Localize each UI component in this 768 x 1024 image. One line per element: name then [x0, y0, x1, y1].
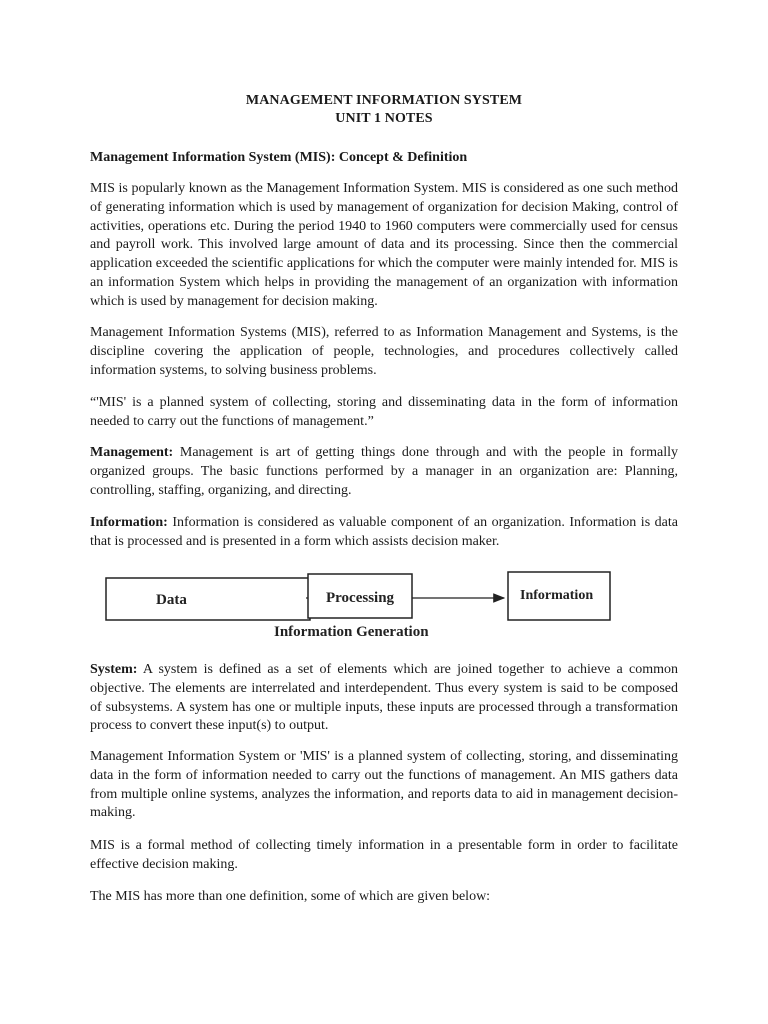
paragraph-mis-definition: Management Information System or 'MIS' is a planned system of collecting, storing, and disseminating data in the form of information needed to carry out the functions of management. An MIS gathers data from multiple online systems, analyzes the information, and reports data to aid in management decision-making.	[90, 749, 678, 821]
paragraph-mis-formal-method: MIS is a formal method of collecting timely information in a presentable form in order to facilitate effective decision making.	[90, 838, 678, 872]
diagram-label-information: Information	[520, 588, 594, 603]
paragraph-mis-discipline: Management Information Systems (MIS), referred to as Information Management and Systems, is the discipline covering the application of people, technologies, and procedures collectively called information systems, to solving business problems.	[90, 325, 678, 378]
diagram-label-processing: Processing	[326, 590, 395, 606]
term-system: System:	[90, 662, 138, 677]
paragraph-information	[90, 514, 678, 552]
diagram-box-data	[106, 578, 310, 620]
definition-system: A system is defined as a set of elements which are joined together to achieve a common objective. The elements are interrelated and interdependent. Thus every system is said to be composed of subsystems. A system has one or multiple inputs, these inputs are processed through a transformation process to convert these input(s) to output.	[90, 662, 678, 734]
section-heading: Management Information System (MIS): Concept & Definition	[90, 150, 468, 165]
term-information: Information:	[90, 515, 168, 530]
definition-information: Information is considered as valuable component of an organization. Information is data that is processed and is presented in a form which assists decision maker.	[90, 515, 678, 549]
paragraph-mis-definitions-intro: The MIS has more than one definition, some of which are given below:	[90, 889, 491, 904]
diagram-caption: Information Generation	[274, 624, 429, 640]
term-management: Management:	[90, 445, 174, 460]
paragraph-management	[90, 444, 678, 500]
paragraph-mis-intro: MIS is popularly known as the Management Information System. MIS is considered as one such method of generating information which is used by management of organization for decision Making, control of activities, operations etc. During the period 1940 to 1960 computers were commercially used for census and payroll work. This involved large amount of data and its processing. Since then the commercial application exceeded the scientific applications for which the computer were mainly intended for. MIS is an information System which helps in providing the management of an organization with information which is used by management for decision making.	[90, 181, 678, 309]
document-subtitle: UNIT 1 NOTES	[335, 111, 433, 126]
paragraph-system	[90, 661, 678, 736]
paragraph-mis-quote: “'MIS' is a planned system of collecting, storing and disseminating data in the form of information needed to carry out the functions of management.”	[90, 395, 678, 429]
definition-management: Management is art of getting things done through and with the people in formally organized groups. The basic functions performed by a manager in an organization are: Planning, controlling, staffing, organizing, and directing.	[90, 445, 678, 498]
document-title: MANAGEMENT INFORMATION SYSTEM	[245, 93, 523, 108]
diagram-label-data: Data	[156, 592, 187, 608]
information-generation-diagram	[100, 566, 620, 646]
